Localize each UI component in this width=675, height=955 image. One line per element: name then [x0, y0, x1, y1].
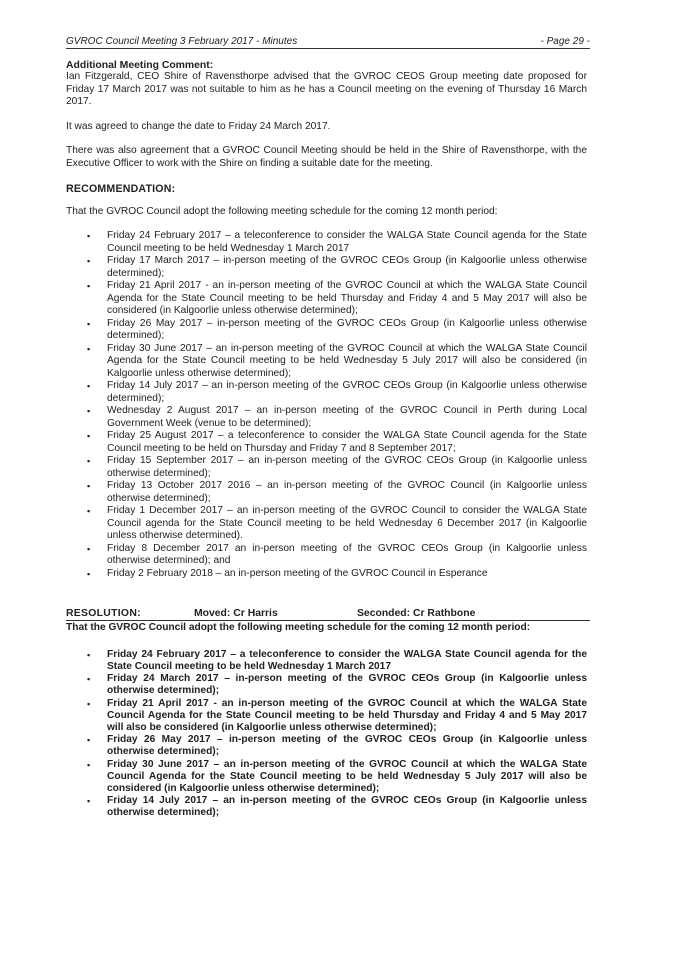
- moved-by: Moved: Cr Harris: [194, 608, 278, 620]
- comment-paragraph-3: There was also agreement that a GVROC Council Meeting should be held in the Shire of Ravensthorpe, with the Executive Officer to work with the Shire on finding a suitable date for the meeting.: [66, 145, 587, 169]
- resolution-line: [66, 608, 590, 621]
- comment-paragraph-2: It was agreed to change the date to Friday 24 March 2017.: [66, 120, 331, 132]
- list-item: ▪ Friday 25 August 2017 – a teleconference to consider the WALGA State Council agenda for the State Council meeting to be held on Thursday and Friday 7 and 8 September 2017;: [87, 430, 587, 455]
- list-item: ▪ Friday 26 May 2017 – in-person meeting of the GVROC CEOs Group (in Kalgoorlie unless otherwise determined);: [87, 318, 587, 343]
- resolution-list: [66, 649, 587, 820]
- comment-paragraph-1: Ian Fitzgerald, CEO Shire of Ravensthorpe advised that the GVROC CEOS Group meeting date proposed for Friday 17 March 2017 was not suitable to him as he has a Council meeting on the evening of Thursday 16 March 2017.: [66, 71, 587, 108]
- list-item: ▪ Friday 24 February 2017 – a teleconference to consider the WALGA State Council agenda for the State Council meeting to be held Wednesday 1 March 2017: [87, 230, 587, 255]
- list-item: ▪ Friday 24 March 2017 – in-person meeting of the GVROC CEOs Group (in Kalgoorlie unless otherwise determined);: [87, 673, 587, 697]
- list-item: ▪ Friday 13 October 2017 2016 – an in-person meeting of the GVROC Council (in Kalgoorlie unless otherwise determined);: [87, 480, 587, 505]
- additional-comment-section: [66, 60, 587, 171]
- resolution-label: RESOLUTION:: [66, 608, 141, 620]
- resolution-intro: That the GVROC Council adopt the following meeting schedule for the coming 12 month period:: [66, 622, 531, 634]
- list-item: ▪ Friday 30 June 2017 – an in-person meeting of the GVROC Council at which the WALGA State Council Agenda for the State Council meeting to be held Wednesday 5 July 2017 will also be considered (in Kalgoorlie unless otherwise determined);: [87, 759, 587, 796]
- list-item: ▪ Friday 15 September 2017 – an in-person meeting of the GVROC CEOs Group (in Kalgoorlie unless otherwise determined);: [87, 455, 587, 480]
- recommendation-heading: RECOMMENDATION:: [66, 182, 176, 195]
- list-item: ▪ Friday 8 December 2017 an in-person meeting of the GVROC CEOs Group (in Kalgoorlie unless otherwise determined); and: [87, 543, 587, 568]
- list-item: ▪ Friday 26 May 2017 – in-person meeting of the GVROC CEOs Group (in Kalgoorlie unless otherwise determined);: [87, 734, 587, 758]
- list-item: ▪ Friday 14 July 2017 – an in-person meeting of the GVROC CEOs Group (in Kalgoorlie unless otherwise determined);: [87, 795, 587, 819]
- list-item: ▪ Friday 2 February 2018 – an in-person meeting of the GVROC Council in Esperance: [87, 568, 587, 581]
- seconded-by: Seconded: Cr Rathbone: [357, 608, 476, 620]
- list-item: ▪ Friday 30 June 2017 – an in-person meeting of the GVROC Council at which the WALGA State Council Agenda for the State Council meeting to be held Wednesday 5 July 2017 will also be considered (in Kalgoorlie unless otherwise determined);: [87, 343, 587, 381]
- list-item: ▪ Friday 1 December 2017 – an in-person meeting of the GVROC Council to consider the WALGA State Council agenda for the State Council meeting to be held Wednesday 6 December 2017 (in Kalgoorlie unless otherwise determined).: [87, 505, 587, 543]
- list-item: ▪ Friday 21 April 2017 - an in-person meeting of the GVROC Council at which the WALGA State Council Agenda for the State Council meeting to be held Thursday and Friday 4 and 5 May 2017 will also be considered (in Kalgoorlie unless otherwise determined);: [87, 698, 587, 735]
- page-header: [66, 36, 590, 49]
- list-item: ▪ Wednesday 2 August 2017 – an in-person meeting of the GVROC Council in Perth during Local Government Week (venue to be determined);: [87, 405, 587, 430]
- list-item: ▪ Friday 21 April 2017 - an in-person meeting of the GVROC Council at which the WALGA State Council Agenda for the State Council meeting to be held Thursday and Friday 4 and 5 May 2017 will also be considered (in Kalgoorlie unless otherwise determined);: [87, 280, 587, 318]
- additional-comment-heading: Additional Meeting Comment:: [66, 60, 214, 71]
- header-title: GVROC Council Meeting 3 February 2017 - Minutes: [66, 36, 298, 47]
- list-item: ▪ Friday 17 March 2017 – in-person meeting of the GVROC CEOs Group (in Kalgoorlie unless otherwise determined);: [87, 255, 587, 280]
- list-item: ▪ Friday 24 February 2017 – a teleconference to consider the WALGA State Council agenda for the State Council meeting to be held Wednesday 1 March 2017: [87, 649, 587, 673]
- page-number: - Page 29 -: [540, 36, 590, 47]
- list-item: ▪ Friday 14 July 2017 – an in-person meeting of the GVROC CEOs Group (in Kalgoorlie unless otherwise determined);: [87, 380, 587, 405]
- recommendation-intro: That the GVROC Council adopt the following meeting schedule for the coming 12 month period:: [66, 205, 498, 217]
- recommendation-list: [66, 230, 587, 580]
